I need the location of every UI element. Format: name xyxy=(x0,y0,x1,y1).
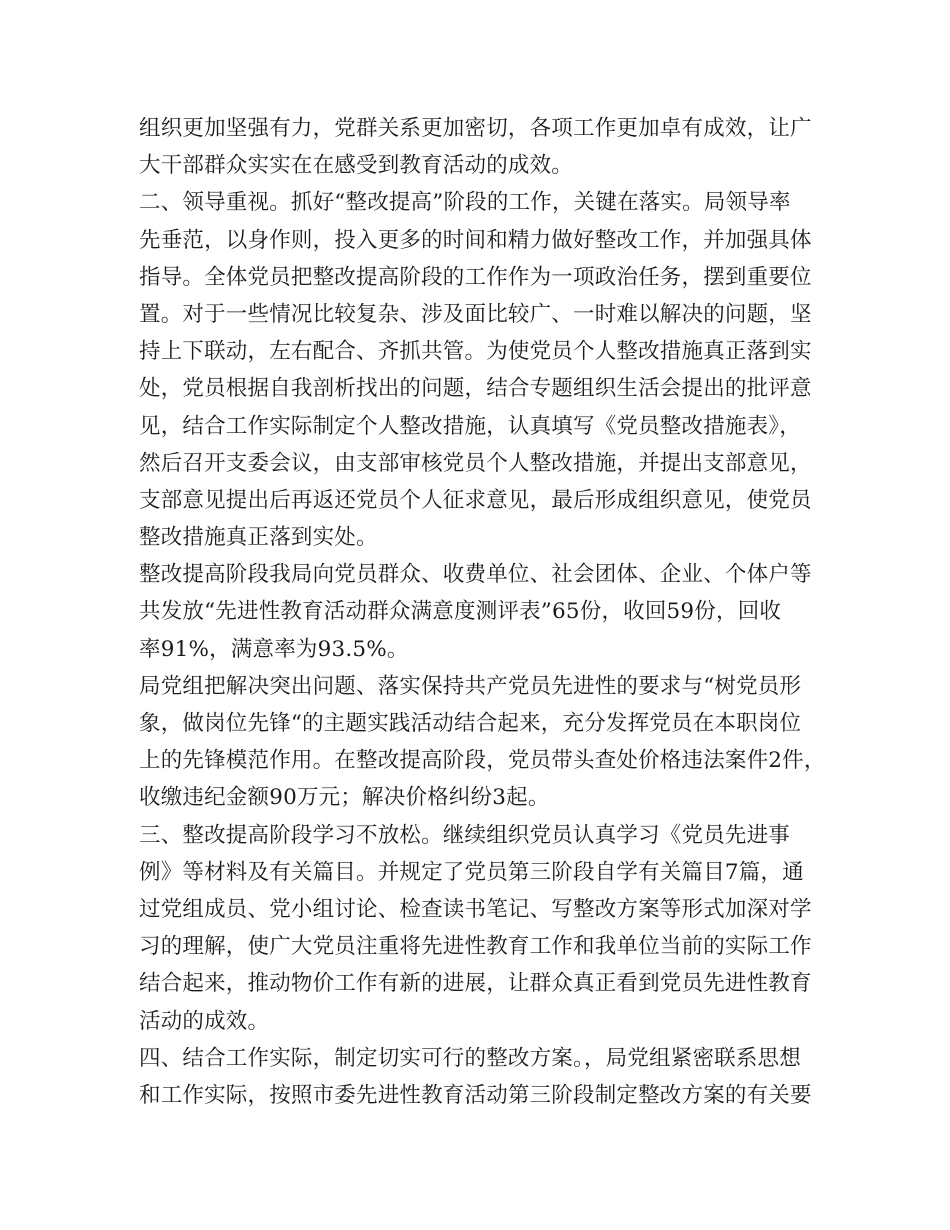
text-line: 组织更加坚强有力，党群关系更加密切，各项工作更加卓有成效，让广 xyxy=(139,116,812,141)
text-line: 结合起来，推动物价工作有新的进展，让群众真正看到党员先进性教育 xyxy=(139,971,812,997)
text-line: 处，党员根据自我剖析找出的问题，结合专题组织生活会提出的批评意 xyxy=(139,376,812,402)
text-line: 二、领导重视。抓好“整改提高”阶段的工作，关键在落实。局领导率 xyxy=(139,190,791,216)
text-line: 局党组把解决突出问题、落实保持共产党员先进性的要求与“树党员形 xyxy=(139,673,802,699)
text-line: 指导。全体党员把整改提高阶段的工作作为一项政治任务，摆到重要位 xyxy=(139,264,812,290)
text-line: 上的先锋模范作用。在整改提高阶段，党员带头查处价格违法案件2件， xyxy=(139,748,826,774)
text-line: 例》等材料及有关篇目。并规定了党员第三阶段自学有关篇目7篇，通 xyxy=(139,859,804,885)
text-line: 整改提高阶段我局向党员群众、收费单位、社会团体、企业、个体户等 xyxy=(139,562,812,588)
text-line: 置。对于一些情况比较复杂、涉及面比较广、一时难以解决的问题，坚 xyxy=(139,301,812,327)
text-line: 和工作实际，按照市委先进性教育活动第三阶段制定整改方案的有关要 xyxy=(139,1082,812,1108)
text-line: 率91%，满意率为93.5%。 xyxy=(139,636,409,662)
document-body xyxy=(139,110,829,1114)
text-line: 共发放“先进性教育活动群众满意度测评表”65份，收回59份，回收 xyxy=(139,599,782,625)
paragraph-practice-activity xyxy=(139,668,829,817)
text-line: 象，做岗位先锋“的主题实践活动结合起来，充分发挥党员在本职岗位 xyxy=(139,711,802,736)
text-line: 习的理解，使广大党员注重将先进性教育工作和我单位当前的实际工作 xyxy=(139,934,812,960)
paragraph-section-two xyxy=(139,184,829,556)
paragraph-section-three xyxy=(139,817,829,1040)
text-line: 整改措施真正落到实处。 xyxy=(139,525,378,551)
text-line: 四、结合工作实际，制定切实可行的整改方案。，局党组紧密联系思想 xyxy=(139,1045,801,1071)
text-line: 先垂范，以身作则，投入更多的时间和精力做好整改工作，并加强具体 xyxy=(139,227,812,253)
paragraph-survey-results xyxy=(139,556,829,668)
paragraph-intro-continuation xyxy=(139,110,829,184)
text-line: 大干部群众实实在在感受到教育活动的成效。 xyxy=(139,153,574,179)
paragraph-section-four xyxy=(139,1040,829,1114)
text-line: 三、整改提高阶段学习不放松。继续组织党员认真学习《党员先进事 xyxy=(139,822,791,848)
text-line: 见，结合工作实际制定个人整改措施，认真填写《党员整改措施表》， xyxy=(139,413,801,439)
text-line: 然后召开支委会议，由支部审核党员个人整改措施，并提出支部意见， xyxy=(139,450,812,476)
text-line: 过党组成员、党小组讨论、检查读书笔记、写整改方案等形式加深对学 xyxy=(139,896,812,922)
text-line: 活动的成效。 xyxy=(139,1008,270,1034)
text-line: 持上下联动，左右配合、齐抓共管。为使党员个人整改措施真正落到实 xyxy=(139,339,812,365)
text-line: 收缴违纪金额90万元；解决价格纠纷3起。 xyxy=(139,785,550,811)
text-line: 支部意见提出后再返还党员个人征求意见，最后形成组织意见，使党员 xyxy=(139,487,812,513)
